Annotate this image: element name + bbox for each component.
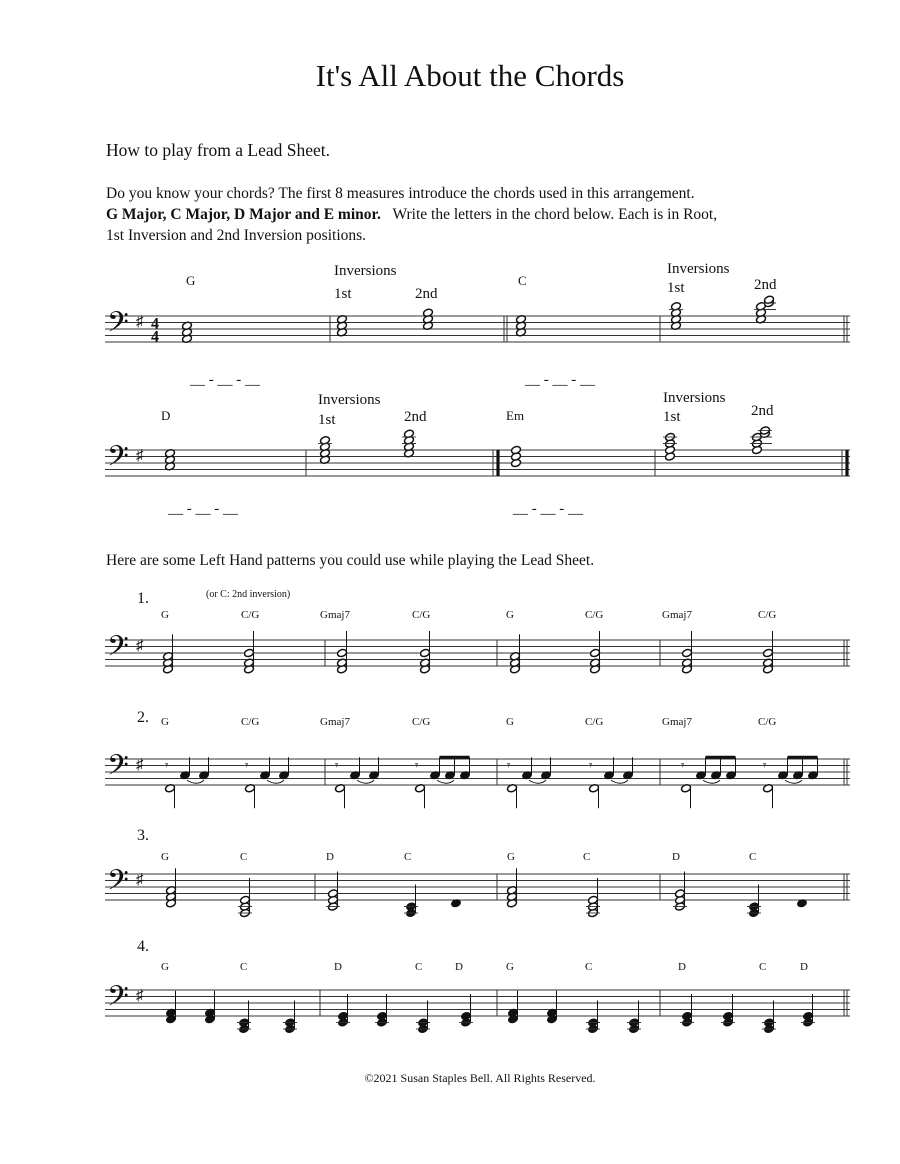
eighth-rest-icon: 𝄾 <box>681 757 685 773</box>
intro-line-2: Write the letters in the chord below. Each is in Root, <box>392 206 718 223</box>
chord-symbol: C/G <box>585 716 604 728</box>
intro-line-1: Do you know your chords? The first 8 measures introduce the chords used in this arrangement. <box>106 185 695 202</box>
sharp-icon: ♯ <box>136 448 144 465</box>
bass-clef-icon: 𝄢 <box>107 307 129 345</box>
first-inversion-label: 1st <box>334 286 352 302</box>
tie <box>529 780 546 783</box>
sharp-icon: ♯ <box>136 988 144 1005</box>
pattern-number: 2. <box>137 709 149 726</box>
chord-symbol: C/G <box>758 609 777 621</box>
bass-clef-icon: 𝄢 <box>107 631 129 669</box>
note-head <box>338 1011 349 1020</box>
bass-clef-icon: 𝄢 <box>107 981 129 1019</box>
chord-symbol: C <box>749 851 757 863</box>
sharp-icon: ♯ <box>136 638 144 655</box>
second-inversion-label: 2nd <box>754 277 777 293</box>
sharp-icon: ♯ <box>136 872 144 889</box>
chord-symbol: G <box>161 851 169 863</box>
chord-symbol: C/G <box>412 609 431 621</box>
chord-symbol: C <box>404 851 412 863</box>
tie <box>357 780 374 783</box>
chord-symbol: Gmaj7 <box>662 716 692 728</box>
sharp-icon: ♯ <box>136 757 144 774</box>
chord-symbol: D <box>334 961 342 973</box>
chord-symbol: Gmaj7 <box>662 609 692 621</box>
intro-bold-chords: G Major, C Major, D Major and E minor. <box>106 206 381 223</box>
note-head <box>682 1011 693 1020</box>
chord-symbol: C <box>585 961 593 973</box>
second-inversion-label: 2nd <box>751 403 774 419</box>
chord-symbol: C <box>583 851 591 863</box>
inversions-label: Inversions <box>663 390 726 406</box>
page-title: It's All About the Chords <box>315 58 625 93</box>
chord-symbol: C/G <box>585 609 604 621</box>
answer-blank: __ - __ - __ <box>513 501 583 517</box>
eighth-rest-icon: 𝄾 <box>763 757 767 773</box>
chord-symbol: Gmaj7 <box>320 716 350 728</box>
answer-blank: __ - __ - __ <box>190 372 260 388</box>
chord-row-2 <box>105 390 850 517</box>
tie <box>611 780 628 783</box>
chord-symbol: Gmaj7 <box>320 609 350 621</box>
answer-blank: __ - __ - __ <box>168 501 238 517</box>
inversions-label: Inversions <box>334 263 397 279</box>
first-inversion-label: 1st <box>318 412 336 428</box>
chord-symbol: G <box>507 851 515 863</box>
left-hand-intro: Here are some Left Hand patterns you could use while playing the Lead Sheet. <box>106 552 595 569</box>
chord-symbol: C <box>415 961 423 973</box>
tie <box>267 780 284 783</box>
chord-symbol: D <box>326 851 334 863</box>
chord-symbol-g: G <box>186 273 196 288</box>
bass-clef-icon: 𝄢 <box>107 865 129 903</box>
note-head <box>337 648 348 657</box>
pattern-chord-symbols <box>161 609 776 621</box>
sharp-icon: ♯ <box>136 314 144 331</box>
time-signature-top: 4 <box>151 315 159 333</box>
chord-symbol: C/G <box>241 609 260 621</box>
pattern-chord-symbols <box>161 961 808 973</box>
staff <box>105 866 850 918</box>
chord-symbol: C/G <box>241 716 260 728</box>
note-head <box>420 648 431 657</box>
chord-symbol: C <box>759 961 767 973</box>
chord-symbol: C/G <box>412 716 431 728</box>
note-head <box>682 648 693 657</box>
pattern-chord-symbols <box>161 716 776 728</box>
pattern-chord-symbols <box>161 851 756 863</box>
eighth-rest-icon: 𝄾 <box>245 757 249 773</box>
second-inversion-label: 2nd <box>415 286 438 302</box>
inversions-label: Inversions <box>318 392 381 408</box>
tie <box>187 780 204 783</box>
chord-symbol-em: Em <box>506 408 525 423</box>
note-head <box>244 648 255 657</box>
staff <box>105 426 850 479</box>
subtitle: How to play from a Lead Sheet. <box>106 140 331 160</box>
pattern-2 <box>105 709 850 808</box>
chord-row-1 <box>105 261 850 388</box>
eighth-rest-icon: 𝄾 <box>507 757 511 773</box>
chord-symbol: G <box>161 961 169 973</box>
pattern-note: (or C: 2nd inversion) <box>206 589 291 600</box>
second-inversion-label: 2nd <box>404 409 427 425</box>
note-head <box>723 1011 734 1020</box>
chord-symbol: D <box>678 961 686 973</box>
staff <box>105 982 850 1034</box>
pattern-1 <box>105 589 850 674</box>
chord-symbol: G <box>506 961 514 973</box>
staff <box>105 631 850 674</box>
first-inversion-label: 1st <box>663 409 681 425</box>
pattern-number: 4. <box>137 938 149 955</box>
eighth-rest-icon: 𝄾 <box>165 757 169 773</box>
chord-symbol: G <box>506 716 514 728</box>
time-signature-bottom: 4 <box>151 328 159 346</box>
chord-symbol-d: D <box>161 408 171 423</box>
note-head <box>803 1011 814 1020</box>
answer-blank: __ - __ - __ <box>525 372 595 388</box>
staff <box>105 751 850 808</box>
note-head <box>763 648 774 657</box>
tie <box>437 780 454 783</box>
bass-clef-icon: 𝄢 <box>107 441 129 479</box>
note-head <box>590 648 601 657</box>
chord-symbol: G <box>506 609 514 621</box>
pattern-number: 1. <box>137 590 149 607</box>
chord-symbol: G <box>161 716 169 728</box>
tie <box>785 780 802 783</box>
copyright-footer: ©2021 Susan Staples Bell. All Rights Reserved. <box>364 1071 596 1085</box>
eighth-rest-icon: 𝄾 <box>415 757 419 773</box>
note-head <box>461 1011 472 1020</box>
chord-symbol: G <box>161 609 169 621</box>
pattern-number: 3. <box>137 827 149 844</box>
pattern-3 <box>105 827 850 918</box>
first-inversion-label: 1st <box>667 280 685 296</box>
chord-symbol: C <box>240 851 248 863</box>
intro-line-3: 1st Inversion and 2nd Inversion positions. <box>106 227 367 244</box>
note-head <box>377 1011 388 1020</box>
chord-symbol: D <box>672 851 680 863</box>
chord-symbol: C <box>240 961 248 973</box>
staff <box>105 295 850 345</box>
pattern-4 <box>105 938 850 1034</box>
eighth-rest-icon: 𝄾 <box>335 757 339 773</box>
chord-symbol: C/G <box>758 716 777 728</box>
chord-symbol: D <box>800 961 808 973</box>
chord-symbol-c: C <box>518 273 527 288</box>
chord-symbol: D <box>455 961 463 973</box>
tie <box>703 780 720 783</box>
inversions-label: Inversions <box>667 261 730 277</box>
eighth-rest-icon: 𝄾 <box>589 757 593 773</box>
bass-clef-icon: 𝄢 <box>107 750 129 788</box>
